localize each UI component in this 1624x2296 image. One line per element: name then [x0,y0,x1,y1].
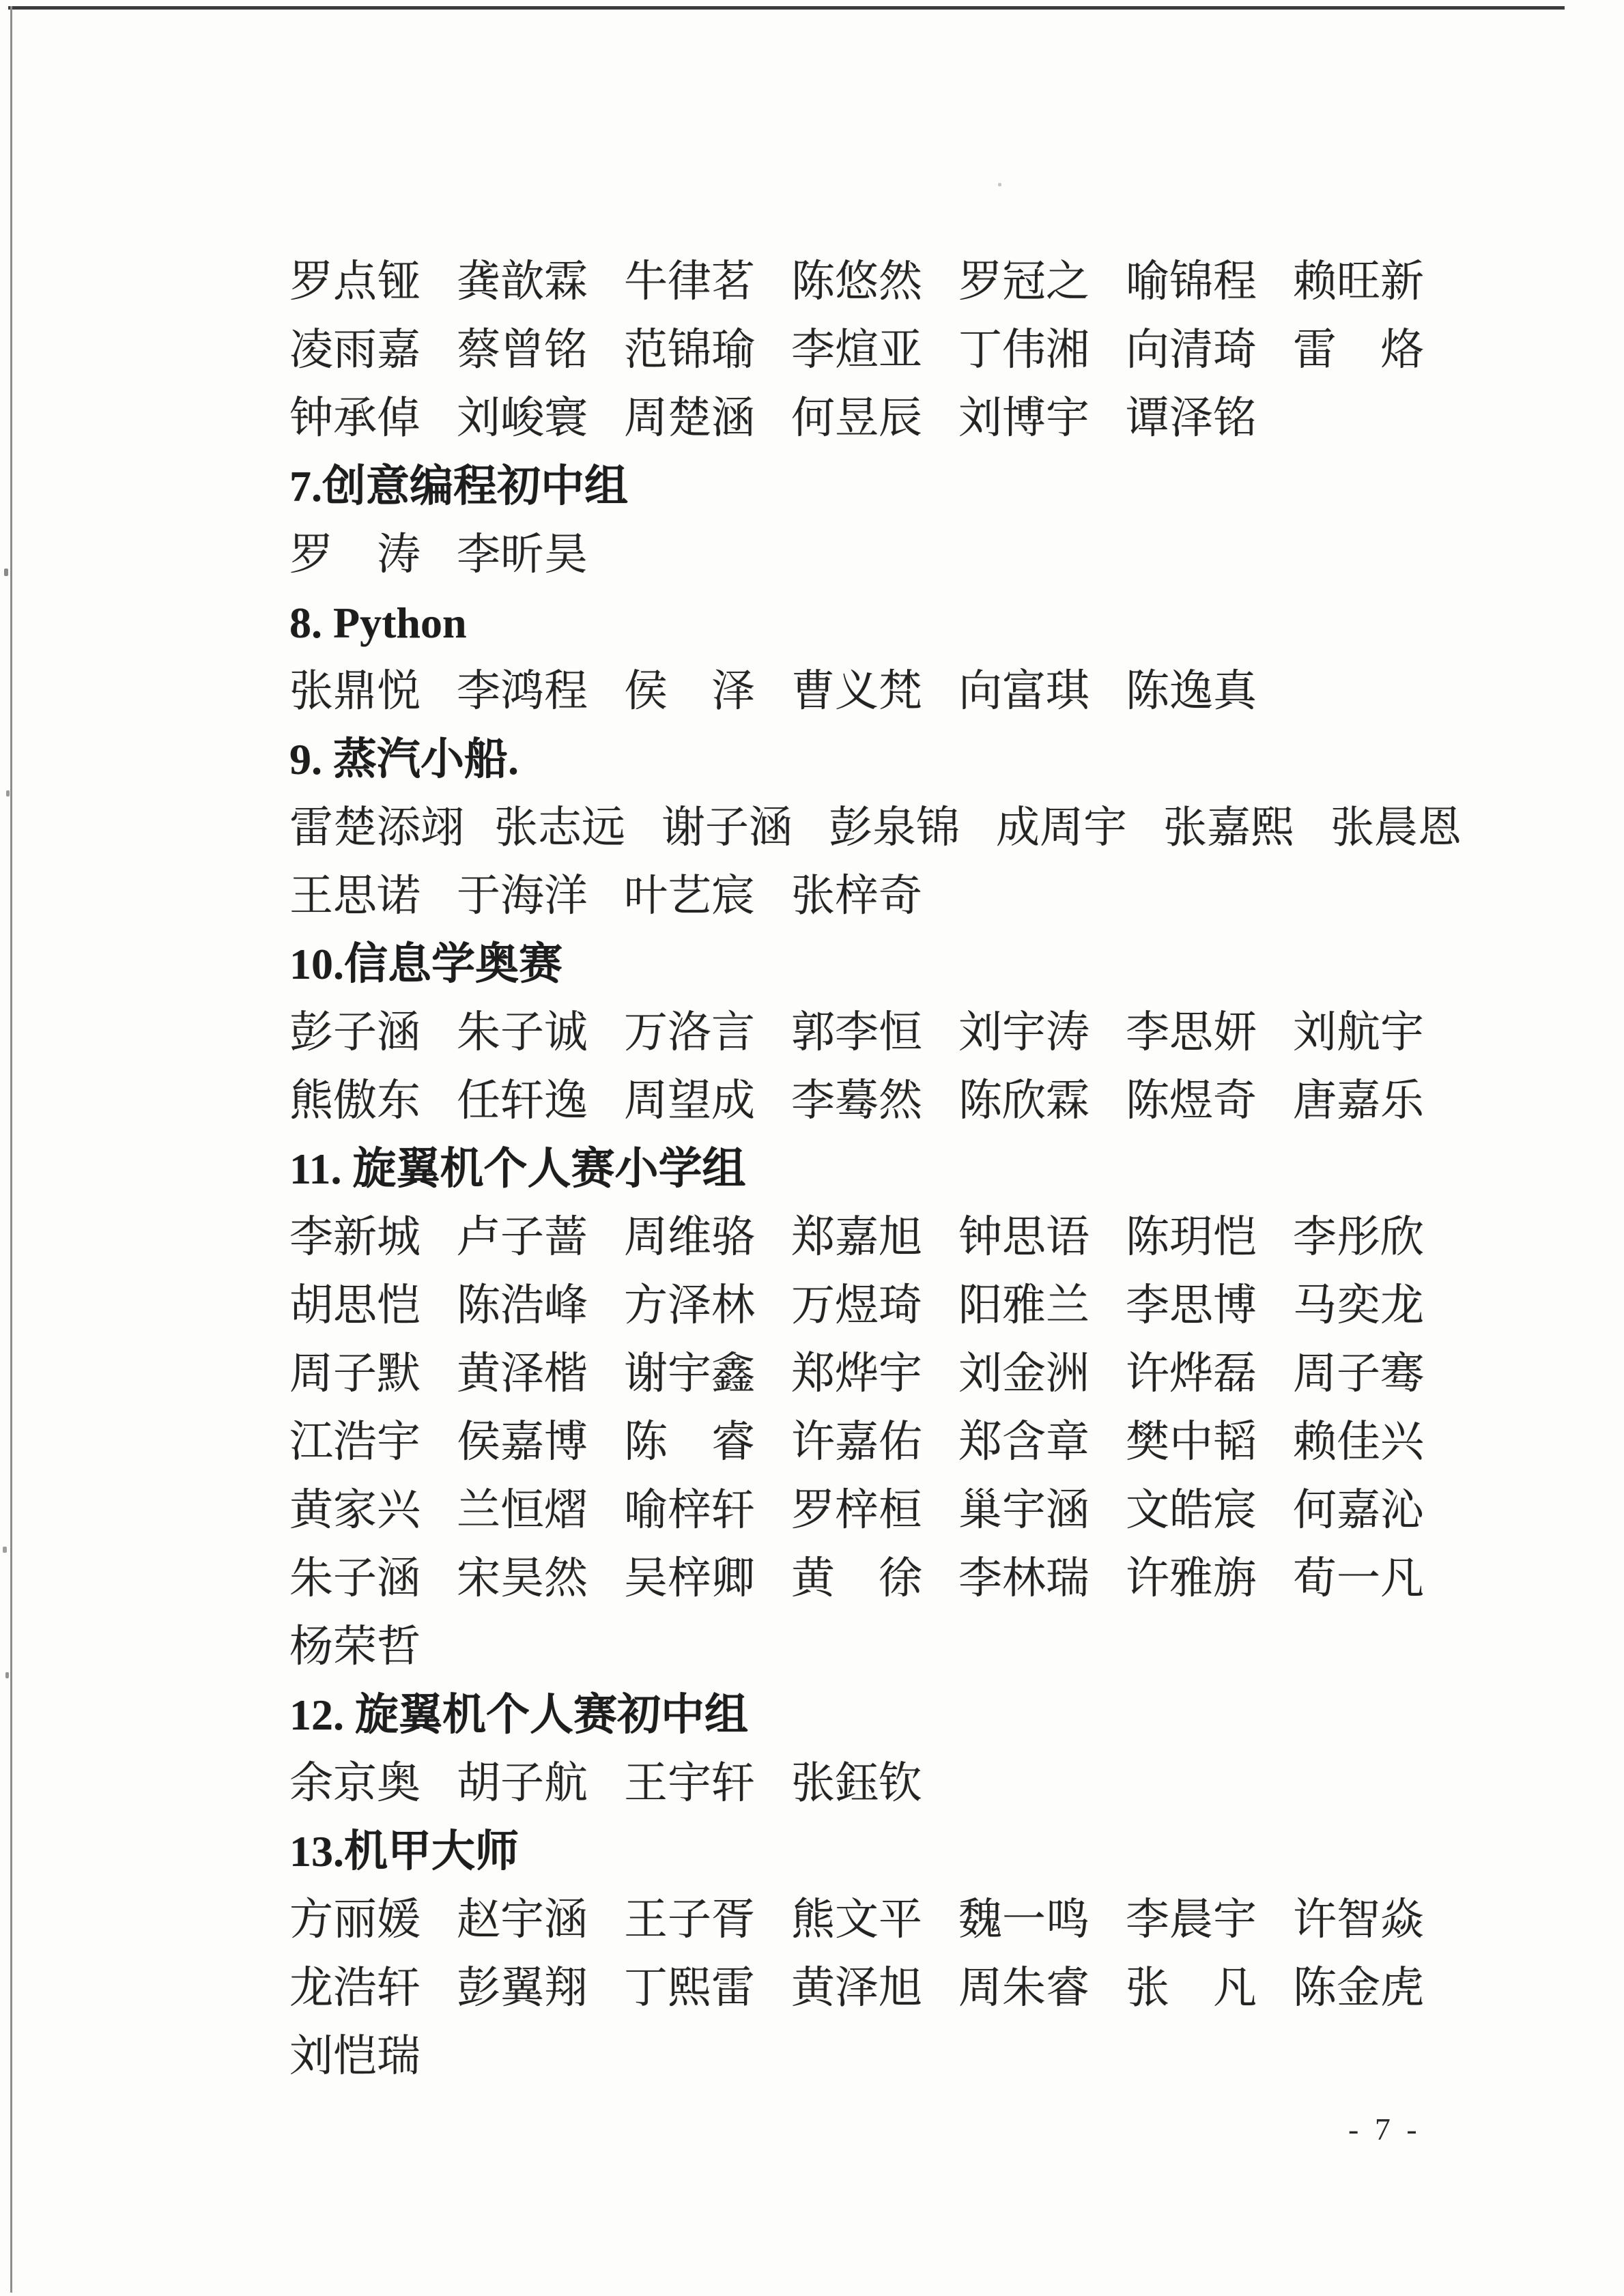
participant-name: 王思诺 [289,872,421,920]
scan-speck [5,1672,9,1678]
name-row [289,1067,1491,1135]
participant-name: 钟承倬 [289,394,421,442]
participant-name: 兰恒熠 [457,1486,588,1534]
name-row [289,1749,1491,1818]
participant-name: 雷 烙 [1293,326,1424,374]
participant-name: 陈逸真 [1126,667,1257,715]
participant-name: 胡子航 [457,1759,588,1807]
participant-name: 许烨磊 [1126,1349,1257,1398]
name-row [289,1203,1491,1272]
participant-name: 朱子涵 [289,1554,421,1603]
participant-name: 侯嘉博 [457,1418,588,1466]
name-row [289,657,1491,726]
participant-name: 李思妍 [1126,1008,1257,1057]
name-row [289,316,1491,384]
section-heading: 13.机甲大师 [289,1827,519,1876]
participant-name: 余京奥 [289,1759,421,1807]
participant-name: 范锦瑜 [624,326,755,374]
participant-name: 方丽媛 [289,1895,421,1944]
scan-speck [6,790,10,797]
name-row [289,1476,1491,1545]
participant-name: 许雅旃 [1126,1554,1257,1603]
participant-name: 彭子涵 [289,1008,421,1057]
participant-name: 牛律茗 [624,257,755,306]
name-row [289,248,1491,316]
section-heading: 10.信息学奥赛 [289,940,562,988]
name-row [289,1545,1491,1613]
name-row [289,2022,1491,2091]
participant-name: 何嘉沁 [1293,1486,1424,1534]
participant-name: 李煊亚 [791,326,922,374]
name-row [289,1886,1491,1954]
participant-name: 陈煜奇 [1126,1076,1257,1125]
participant-name: 张志远 [494,803,625,852]
participant-name: 卢子蔷 [457,1213,588,1261]
participant-name: 江浩宇 [289,1418,421,1466]
participant-name: 谭泽铭 [1126,394,1257,442]
participant-name: 李新城 [289,1213,421,1261]
participant-name: 陈玥恺 [1126,1213,1257,1261]
participant-name: 陈欣霖 [958,1076,1089,1125]
participant-name: 万洛言 [624,1008,755,1057]
participant-name: 喻梓轩 [624,1486,755,1534]
participant-name: 李彤欣 [1293,1213,1424,1261]
participant-name: 郑烨宇 [791,1349,922,1398]
participant-name: 何昱辰 [791,394,922,442]
participant-name: 王宇轩 [624,1759,755,1807]
participant-name: 雷楚添翊 [289,803,464,852]
participant-name: 张晨恩 [1330,803,1462,852]
name-row [289,1272,1491,1340]
participant-name: 杨荣哲 [289,1622,421,1671]
name-row [289,521,1491,589]
participant-name: 罗 涛 [289,530,421,579]
participant-name: 向清琦 [1126,326,1257,374]
page-border-left-line [10,6,12,2293]
participant-name: 王子胥 [624,1895,755,1944]
participant-name: 黄家兴 [289,1486,421,1534]
participant-name: 黄泽旭 [791,1964,922,2012]
participant-name: 叶艺宸 [624,872,755,920]
participant-name: 罗点铔 [289,257,421,306]
participant-name: 李昕昊 [457,530,588,579]
participant-name: 陈 睿 [624,1418,755,1466]
participant-name: 张梓奇 [791,872,922,920]
participant-name: 蔡曾铭 [457,326,588,374]
participant-name: 周子骞 [1293,1349,1424,1398]
participant-name: 马奕龙 [1293,1281,1424,1330]
participant-name: 荀一凡 [1293,1554,1424,1603]
participant-name: 向富琪 [958,667,1089,715]
participant-name: 周望成 [624,1076,755,1125]
participant-name: 许智焱 [1293,1895,1424,1944]
participant-name: 刘峻寰 [457,394,588,442]
participant-name: 彭翼翔 [457,1964,588,2012]
participant-name: 丁伟湘 [958,326,1089,374]
page-number: - 7 - [1348,2112,1421,2147]
participant-name: 成周宇 [996,803,1127,852]
participant-name: 阳雅兰 [958,1281,1089,1330]
name-row [289,1340,1491,1408]
participant-name: 罗冠之 [958,257,1089,306]
participant-name: 赖佳兴 [1293,1418,1424,1466]
participant-name: 熊傲东 [289,1076,421,1125]
name-row [289,794,1491,862]
section-heading: 7.创意编程初中组 [289,462,628,511]
section-heading: 11. 旋翼机个人赛小学组 [289,1145,746,1193]
participant-name: 刘宇涛 [958,1008,1089,1057]
participant-name: 罗梓桓 [791,1486,922,1534]
participant-name: 谢子涵 [661,803,793,852]
participant-name: 李林瑞 [958,1554,1089,1603]
participant-name: 郑含章 [958,1418,1089,1466]
participant-name: 彭泉锦 [829,803,960,852]
participant-name: 万煜琦 [791,1281,922,1330]
participant-name: 李鸿程 [457,667,588,715]
scan-speck [998,183,1001,186]
participant-name: 朱子诚 [457,1008,588,1057]
participant-name: 唐嘉乐 [1293,1076,1424,1125]
participant-name: 黄泽楷 [457,1349,588,1398]
participant-name: 陈金虎 [1293,1964,1424,2012]
participant-name: 谢宇鑫 [624,1349,755,1398]
name-row [289,999,1491,1067]
participant-name: 刘航宇 [1293,1008,1424,1057]
participant-name: 钟思语 [958,1213,1089,1261]
participant-name: 周朱睿 [958,1964,1089,2012]
participant-name: 龚歆霖 [457,257,588,306]
name-row [289,384,1491,453]
participant-name: 魏一鸣 [958,1895,1089,1944]
participant-name: 郭李恒 [791,1008,922,1057]
participant-name: 张嘉熙 [1163,803,1294,852]
participant-name: 凌雨嘉 [289,326,421,374]
roster-content [289,248,1491,2091]
participant-name: 龙浩轩 [289,1964,421,2012]
scan-speck [3,1547,7,1553]
participant-name: 吴梓卿 [624,1554,755,1603]
name-row [289,1954,1491,2022]
participant-name: 陈浩峰 [457,1281,588,1330]
participant-name: 李蓦然 [791,1076,922,1125]
participant-name: 黄 徐 [791,1554,922,1603]
participant-name: 侯 泽 [624,667,755,715]
section-heading: 8. Python [289,599,467,647]
participant-name: 刘金洲 [958,1349,1089,1398]
participant-name: 李晨宇 [1126,1895,1257,1944]
participant-name: 曹义梵 [791,667,922,715]
participant-name: 陈悠然 [791,257,922,306]
participant-name: 张鼎悦 [289,667,421,715]
participant-name: 喻锦程 [1126,257,1257,306]
participant-name: 赖旺新 [1293,257,1424,306]
participant-name: 巢宇涵 [958,1486,1089,1534]
participant-name: 赵宇涵 [457,1895,588,1944]
participant-name: 熊文平 [791,1895,922,1944]
participant-name: 樊中韬 [1126,1418,1257,1466]
participant-name: 李思博 [1126,1281,1257,1330]
participant-name: 周维骆 [624,1213,755,1261]
participant-name: 刘恺瑞 [289,2032,421,2080]
participant-name: 刘博宇 [958,394,1089,442]
page-border-top-line [8,6,1565,10]
participant-name: 张 凡 [1126,1964,1257,2012]
participant-name: 任轩逸 [457,1076,588,1125]
name-row [289,862,1491,930]
participant-name: 于海洋 [457,872,588,920]
name-row [289,1408,1491,1476]
participant-name: 许嘉佑 [791,1418,922,1466]
scan-speck [4,569,8,576]
participant-name: 胡思恺 [289,1281,421,1330]
section-heading: 9. 蒸汽小船. [289,735,519,784]
participant-name: 郑嘉旭 [791,1213,922,1261]
section-heading: 12. 旋翼机个人赛初中组 [289,1691,748,1739]
participant-name: 方泽林 [624,1281,755,1330]
participant-name: 文皓宸 [1126,1486,1257,1534]
participant-name: 张鈺钦 [791,1759,922,1807]
name-row [289,1613,1491,1681]
participant-name: 宋昊然 [457,1554,588,1603]
participant-name: 周子默 [289,1349,421,1398]
participant-name: 丁熙雷 [624,1964,755,2012]
participant-name: 周楚涵 [624,394,755,442]
